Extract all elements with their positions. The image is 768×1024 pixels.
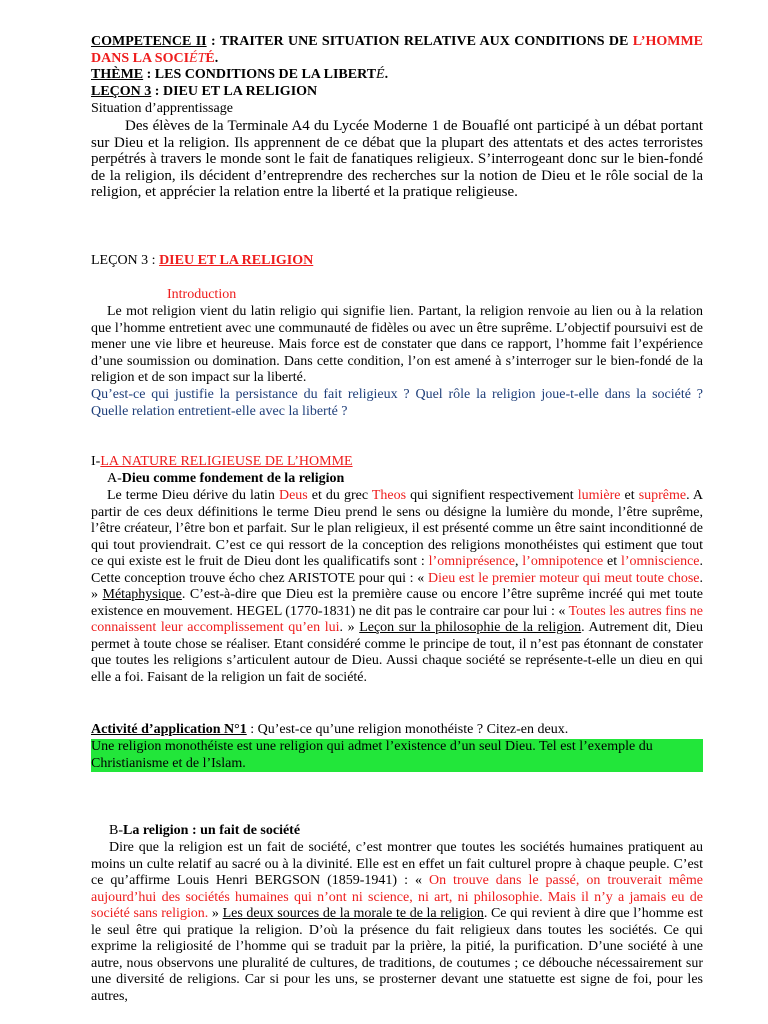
competence-italic-text: ÉT — [189, 50, 206, 66]
term-omniscience: l’omniscience — [620, 554, 700, 569]
sectionA-text-9: . » — [91, 570, 703, 602]
lesson-text: : DIEU ET LA RELIGION — [151, 83, 318, 99]
book-hegel: Leçon sur la philosophie de la religion — [359, 620, 582, 635]
sectionA-text-1: Le terme Dieu dérive du latin — [107, 488, 279, 503]
introduction-title-row — [91, 287, 703, 304]
activity-answer: Une religion monothéiste est une religion qui admet l’existence d’un seul Dieu. Tel est l’exemple du Christianisme et de l’Islam. — [91, 739, 703, 772]
activity-question-text: : Qu’est-ce qu’une religion monothéiste ? Citez-en deux. — [246, 722, 569, 737]
sectionA-title: Dieu comme fondement de la religion — [121, 471, 345, 486]
activity-label: Activité d’application N°1 — [91, 722, 247, 737]
lesson-title — [91, 253, 703, 270]
competence-separator: : — [206, 34, 220, 49]
lesson-title-prefix: LEÇON 3 : — [91, 253, 160, 268]
competence-text: TRAITER UNE SITUATION RELATIVE AUX CONDITIONS DE — [219, 34, 633, 49]
situation-paragraph — [91, 118, 703, 201]
term-deus: Deus — [278, 488, 308, 503]
theme-label: THÈME — [91, 67, 144, 82]
sectionA-heading — [91, 471, 703, 488]
sectionA-text-11: . » — [339, 620, 360, 635]
quote-hegel: Toutes les autres fins ne connaissent leur accomplissement qu’en lui — [91, 603, 703, 635]
competence-label: COMPETENCE II — [91, 34, 207, 49]
document-header — [91, 34, 703, 100]
lesson-title-text: DIEU ET LA RELIGION — [159, 253, 314, 268]
activity-question — [91, 722, 703, 739]
sectionA-text-6: , — [514, 554, 523, 569]
sectionB-text-1: Dire que la religion est un fait de société, c’est montrer que toutes les sociétés humaines pratiquent au moins un culte relatif au sacré ou à la divinité. Elle est en effet un fait culturel propre à chaque peuple. C’est ce qu’affirme Louis Henri BERGSON (1859-1941) : « — [91, 840, 703, 888]
introduction-text: Le mot religion vient du latin religio qui signifie lien. Partant, la religion renvoie au lien ou à la relation que l’homme entretient avec une communauté de fidèles ou avec un être suprême. L’objectif poursuivi est de mener une vie libre et heureuse. Mais force est de constater que dans ce rapport, l’homme fait l’expérience d’une soumission ou domination. Dans cette condition, l’on est amené à s’interroger sur le bien-fondé de la religion et de son impact sur la liberté. — [91, 304, 703, 385]
sectionA-text-7: et — [603, 554, 621, 569]
situation-text: Des élèves de la Terminale A4 du Lycée Moderne 1 de Bouaflé ont participé à un débat portant sur Dieu et la religion. Ils apprennent de ce débat que la plupart des attentats et des actes terroristes perpétrés à travers le monde sont le fait de fanatiques religieux. S’interrogeant donc sur le bien-fondé de la religion, ils décident d’entreprendre des recherches sur la notion de Dieu et le rôle social de la religion, et apprécier la relation entre la liberté et la pratique religieuse. — [91, 118, 703, 200]
sectionB-text-3: . Ce qui revient à dire que l’homme est le seul être qui pratique la religion. D’où la présence du fait religieux dans toutes les sociétés. Ce qui exprime la religiosité de l’homme qui se traduit par la prière, la pitié, la purification. D’une société à une autre, nous observons une pluralité de cultures, de traditions, de coutumes ; ce débouche nécessairement sur une diversité de religions. Car si pour les uns, se prosterner devant une statuette est signe de foi, pour les autres, — [91, 906, 703, 1004]
situation-title: Situation d’apprentissage — [91, 101, 233, 116]
sectionB-title: La religion : un fait de société — [123, 823, 301, 838]
quote-bergson: On trouve dans le passé, on trouverait même aujourd’hui des sociétés humaines qui n’ont ni science, ni art, ni philosophie. Mais il n’y a jamais eu de société sans religion. — [91, 873, 703, 921]
term-theos: Theos — [371, 488, 407, 503]
sectionA-text-4: et — [620, 488, 639, 503]
sectionB-paragraph — [91, 840, 703, 1005]
sectionA-text-3: qui signifient respectivement — [406, 488, 578, 503]
sectionA-text-5: . A partir de ces deux définitions le terme Dieu prend le sens ou désigne la lumière du monde, l’être suprême, l’être créateur, l’être bon et parfait. Sur le plan religieux, il est présenté comme un être saint inconditionné de qui tout proviendrait. C’est ce qui ressort de la conception des religions monothéistes qui estiment que tout ce qui existe est le fruit de Dieu dont les qualificatifs sont : — [91, 488, 704, 569]
sectionA-text-12: . Autrement dit, Dieu permet à toute chose se réaliser. Etant considéré comme le principe de tout, il n’est pas étonnant de constater que toutes les religions s’articulent autour de Dieu. Aussi chaque société se représente-t-elle un dieu en qui elle a foi. Faisant de la religion un fait de société. — [91, 620, 704, 685]
book-metaphysique: Métaphysique — [102, 587, 182, 602]
introduction-paragraph — [91, 304, 703, 387]
term-supreme: suprême — [638, 488, 687, 503]
introduction-title: Introduction — [167, 287, 237, 302]
term-omnipresence: l’omniprésence — [428, 554, 515, 569]
sectionA-text-8: . Cette conception trouve écho chez ARISTOTE pour qui : « — [91, 554, 703, 586]
theme-italic-text: É — [376, 67, 385, 82]
sectionB-heading — [91, 823, 703, 840]
competence-end-text: É — [205, 50, 215, 66]
lesson-label: LEÇON 3 — [91, 83, 152, 99]
sectionB-text-2: » — [208, 906, 223, 921]
part1-heading — [91, 454, 703, 471]
part1-title: LA NATURE RELIGIEUSE DE L’HOMME — [100, 454, 353, 469]
introduction-questions: Qu’est-ce qui justifie la persistance du fait religieux ? Quel rôle la religion joue-t-elle dans la société ? Quelle relation entretient-elle avec la liberté ? — [91, 387, 703, 419]
term-omnipotence: l’omnipotence — [522, 554, 604, 569]
sectionA-letter: A- — [107, 471, 122, 486]
quote-aristote: Dieu est le premier moteur qui meut toute chose — [428, 570, 700, 586]
theme-dot: . — [384, 67, 389, 82]
competence-dot: . — [214, 50, 219, 66]
part1-number: I- — [91, 454, 101, 469]
sectionB-letter: B- — [109, 823, 123, 838]
sectionA-text-10: . C’est-à-dire que Dieu est la première cause ou encore l’être suprême incréé qui met toute existence en mouvement. HEGEL (1770-1831) ne dit pas le contraire car pour lui : « — [91, 587, 704, 619]
sectionA-paragraph — [91, 488, 703, 686]
theme-text: : LES CONDITIONS DE LA LIBERT — [143, 67, 377, 82]
sectionA-text-2: et du grec — [307, 488, 372, 503]
book-bergson: Les deux sources de la morale te de la religion — [222, 906, 484, 921]
term-lumiere: lumière — [577, 488, 621, 503]
competence-red-text: L’HOMME DANS LA SOCI — [91, 34, 704, 66]
